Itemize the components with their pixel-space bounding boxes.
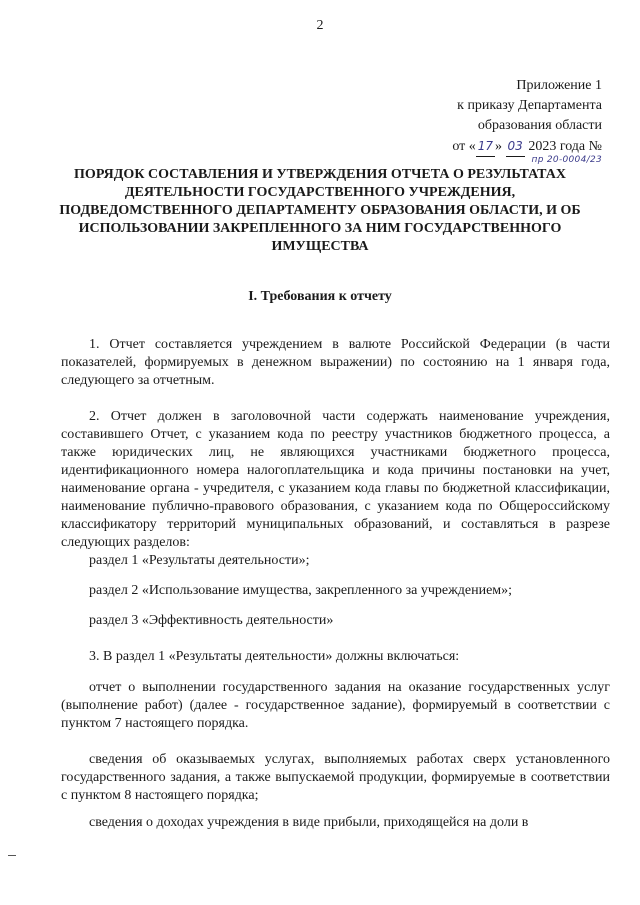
paragraph-section-3: раздел 3 «Эффективность деятельности» — [89, 613, 334, 628]
date-day-handwritten: 17 — [476, 136, 495, 157]
date-month-handwritten: 03 — [506, 136, 525, 157]
paragraph-2: 2. Отчет должен в заголовочной части содержать наименование учреждения, составившего Отчет, с указанием кода по реестру участников бюджетного процесса, а также юридических лиц, не являющихся участниками бюджетного процесса, идентификационного номера налогоплательщика и кода причины постановки на учет, наименование органа - учредителя, с указанием кода главы по бюджетной классификации, наименование публично-правового образования, с указанием кода по Общероссийскому классификатору территорий муниципальных образований, и составляться в разрезе следующих разделов: — [61, 409, 610, 550]
appendix-block — [452, 76, 602, 165]
paragraph-3-item-1: отчет о выполнении государственного задания на оказание государственных услуг (выполнение работ) (далее - государственное задание), формируемый в соответствии с пунктом 7 настоящего порядка. — [61, 680, 610, 731]
paragraph-section-2: раздел 2 «Использование имущества, закрепленного за учреждением»; — [89, 583, 513, 598]
paragraph-section-1: раздел 1 «Результаты деятельности»; — [89, 553, 310, 568]
paragraph-3-item-2: сведения об оказываемых услугах, выполняемых работах сверх установленного государственного задания, а также выпускаемой продукции, формируемые в соответствии с пунктом 8 настоящего порядка; — [61, 752, 610, 803]
paragraph-1: 1. Отчет составляется учреждением в валюте Российской Федерации (в части показателей, формируемых в денежном выражении) по состоянию на 1 января года, следующего за отчетным. — [61, 337, 610, 388]
date-mid: » — [495, 139, 506, 154]
appendix-line-1: Приложение 1 — [516, 78, 602, 93]
document-title: ПОРЯДОК СОСТАВЛЕНИЯ И УТВЕРЖДЕНИЯ ОТЧЕТА О РЕЗУЛЬТАТАХ ДЕЯТЕЛЬНОСТИ ГОСУДАРСТВЕННОГО УЧРЕЖДЕНИЯ, ПОДВЕДОМСТВЕННОГО ДЕПАРТАМЕНТУ ОБРАЗОВАНИЯ ОБЛАСТИ, И ОБ ИСПОЛЬЗОВАНИИ ЗАКРЕПЛЕННОГО ЗА НИМ ГОСУДАРСТВЕННОГО ИМУЩЕСТВА — [59, 167, 581, 254]
paragraph-3-item-3: сведения о доходах учреждения в виде прибыли, приходящейся на доли в — [89, 815, 529, 830]
appendix-line-3: образования области — [477, 118, 602, 133]
page-number: 2 — [316, 18, 324, 33]
date-year: 2023 года № — [524, 139, 602, 154]
appendix-line-2: к приказу Департамента — [457, 98, 602, 113]
paragraph-3: 3. В раздел 1 «Результаты деятельности» должны включаться: — [89, 649, 460, 664]
margin-mark — [8, 855, 16, 856]
registration-number-handwritten: пр 20-0004/23 — [531, 155, 602, 165]
section-heading: I. Требования к отчету — [248, 289, 392, 304]
appendix-date-line — [452, 136, 602, 165]
date-prefix: от « — [452, 139, 476, 154]
